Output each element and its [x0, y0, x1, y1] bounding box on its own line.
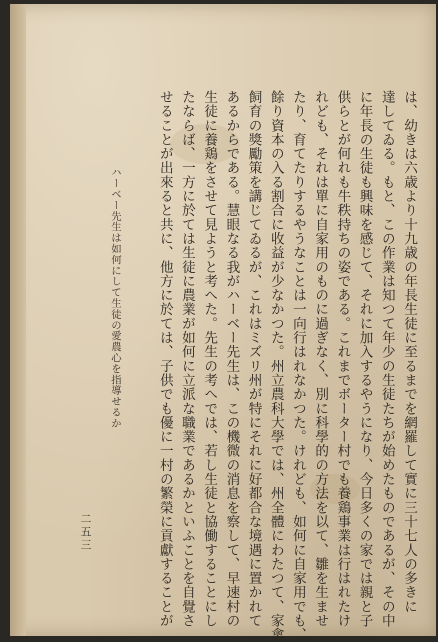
- text-line: に年長の生徒も興味を感じて、それに加入するやうになり、今日多くの家では親と子: [356, 90, 373, 628]
- page-number: 二五三: [79, 513, 92, 552]
- text-line: 供らとが何れも牛秩持ちの姿である。これまでボーター村でも養鶏事業は行はれたけ: [334, 90, 351, 628]
- text-line: 飼育の獎勵策を講じてゐるが、これはミズリ州が特にそれに好都合な境遇に置かれて: [245, 90, 262, 628]
- text-line: たならば、一方に於ては生徒に農業が如何に立派な職業であるかといふことを自覺さ: [178, 90, 195, 628]
- text-line: 生徒に養鶏をさせて見ようと考へた。先生の考へでは、若し生徒と協働することにし: [201, 90, 218, 628]
- text-line: たり、育てたりするやうなことは一向行はれなかつた。けれども、如何に自家用でも、: [289, 90, 306, 642]
- text-line: 餘り資本の入る割合に收益が少なかつた。州立農科大學では、州全體にわたつて、家禽: [267, 90, 284, 642]
- text-line: あるからである。慧眼なる我がハーベー先生は、この機微の消息を察して、早速村の: [223, 90, 240, 628]
- text-line: 達してゐる。もと、この作業は知つて年少の生徒たちが始めたものであるが、その中: [378, 90, 395, 628]
- book-page: [10, 4, 436, 642]
- text-line: れども、それは單に自家用のものに過ぎなく、別に科學的の方法を以て、雛を生ませ: [312, 90, 329, 628]
- text-line: は、幼きは六歳より十九歳の年長生徒に至るまでを網羅して實に三十七人の多きに: [401, 90, 417, 614]
- page-gutter: [10, 4, 26, 636]
- running-head: ハーベー先生は如何にして生徒の愛農心を指導せるか: [109, 167, 121, 429]
- text-line: せることが出來ると共に、他方に於ては、子供でも優に一村の繁榮に貢獻することが: [156, 90, 173, 628]
- body-text: [154, 90, 420, 642]
